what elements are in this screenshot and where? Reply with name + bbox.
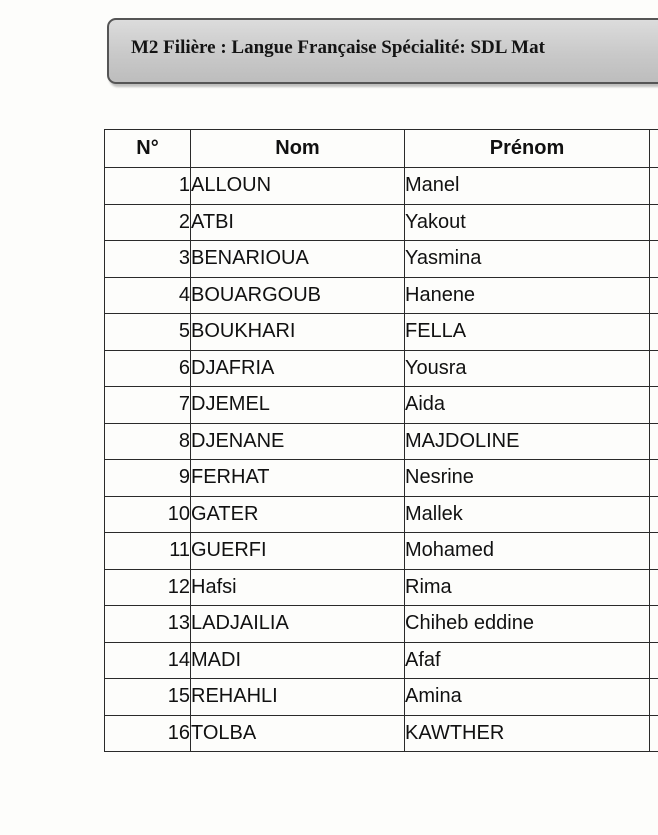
table-row [105,387,658,424]
row-prenom: Amina [405,679,650,716]
row-prenom: Yakout [405,204,650,241]
row-number: 4 [105,277,191,314]
row-prenom: Afaf [405,642,650,679]
row-number: 12 [105,569,191,606]
header-banner [107,18,658,84]
table-row [105,679,658,716]
row-number: 7 [105,387,191,424]
table-row [105,241,658,278]
table-header-row [105,130,658,168]
row-number: 10 [105,496,191,533]
table-row [105,606,658,643]
row-extra-cell [650,715,658,752]
row-extra-cell [650,569,658,606]
row-nom: MADI [191,642,405,679]
page-title: M2 Filière : Langue Française Spécialité: SDL Mat [131,37,545,58]
row-nom: DJEMEL [191,387,405,424]
row-extra-cell [650,387,658,424]
table-row [105,533,658,570]
row-extra-cell [650,679,658,716]
row-extra-cell [650,350,658,387]
column-header-num: N° [105,130,191,168]
table-row [105,569,658,606]
row-extra-cell [650,642,658,679]
column-header-prenom: Prénom [405,130,650,168]
row-number: 3 [105,241,191,278]
table-row [105,642,658,679]
row-extra-cell [650,606,658,643]
row-prenom: Mohamed [405,533,650,570]
row-prenom: Yasmina [405,241,650,278]
row-number: 5 [105,314,191,351]
table-body [105,168,658,752]
row-nom: ALLOUN [191,168,405,205]
row-nom: BOUARGOUB [191,277,405,314]
column-header-nom: Nom [191,130,405,168]
row-number: 14 [105,642,191,679]
row-nom: GUERFI [191,533,405,570]
table-row [105,715,658,752]
row-number: 13 [105,606,191,643]
row-extra-cell [650,533,658,570]
row-extra-cell [650,460,658,497]
row-prenom: Yousra [405,350,650,387]
table-row [105,496,658,533]
row-nom: REHAHLI [191,679,405,716]
row-number: 2 [105,204,191,241]
row-number: 1 [105,168,191,205]
row-number: 9 [105,460,191,497]
row-nom: LADJAILIA [191,606,405,643]
row-prenom: KAWTHER [405,715,650,752]
row-nom: Hafsi [191,569,405,606]
row-prenom: Aida [405,387,650,424]
row-nom: DJENANE [191,423,405,460]
table-row [105,277,658,314]
row-nom: TOLBA [191,715,405,752]
student-table [104,129,658,752]
row-extra-cell [650,241,658,278]
row-nom: ATBI [191,204,405,241]
row-nom: FERHAT [191,460,405,497]
table-row [105,204,658,241]
row-number: 6 [105,350,191,387]
table-row [105,168,658,205]
row-number: 15 [105,679,191,716]
row-nom: BENARIOUA [191,241,405,278]
row-extra-cell [650,204,658,241]
row-prenom: Manel [405,168,650,205]
row-nom: BOUKHARI [191,314,405,351]
row-extra-cell [650,277,658,314]
column-header-extra [650,130,658,168]
row-prenom: Mallek [405,496,650,533]
row-prenom: Rima [405,569,650,606]
row-prenom: Hanene [405,277,650,314]
row-extra-cell [650,423,658,460]
table-row [105,350,658,387]
row-prenom: Nesrine [405,460,650,497]
row-extra-cell [650,314,658,351]
row-nom: DJAFRIA [191,350,405,387]
table-row [105,314,658,351]
table-row [105,460,658,497]
row-prenom: MAJDOLINE [405,423,650,460]
table-row [105,423,658,460]
row-extra-cell [650,496,658,533]
row-prenom: FELLA [405,314,650,351]
row-extra-cell [650,168,658,205]
row-prenom: Chiheb eddine [405,606,650,643]
row-number: 8 [105,423,191,460]
row-nom: GATER [191,496,405,533]
row-number: 16 [105,715,191,752]
row-number: 11 [105,533,191,570]
